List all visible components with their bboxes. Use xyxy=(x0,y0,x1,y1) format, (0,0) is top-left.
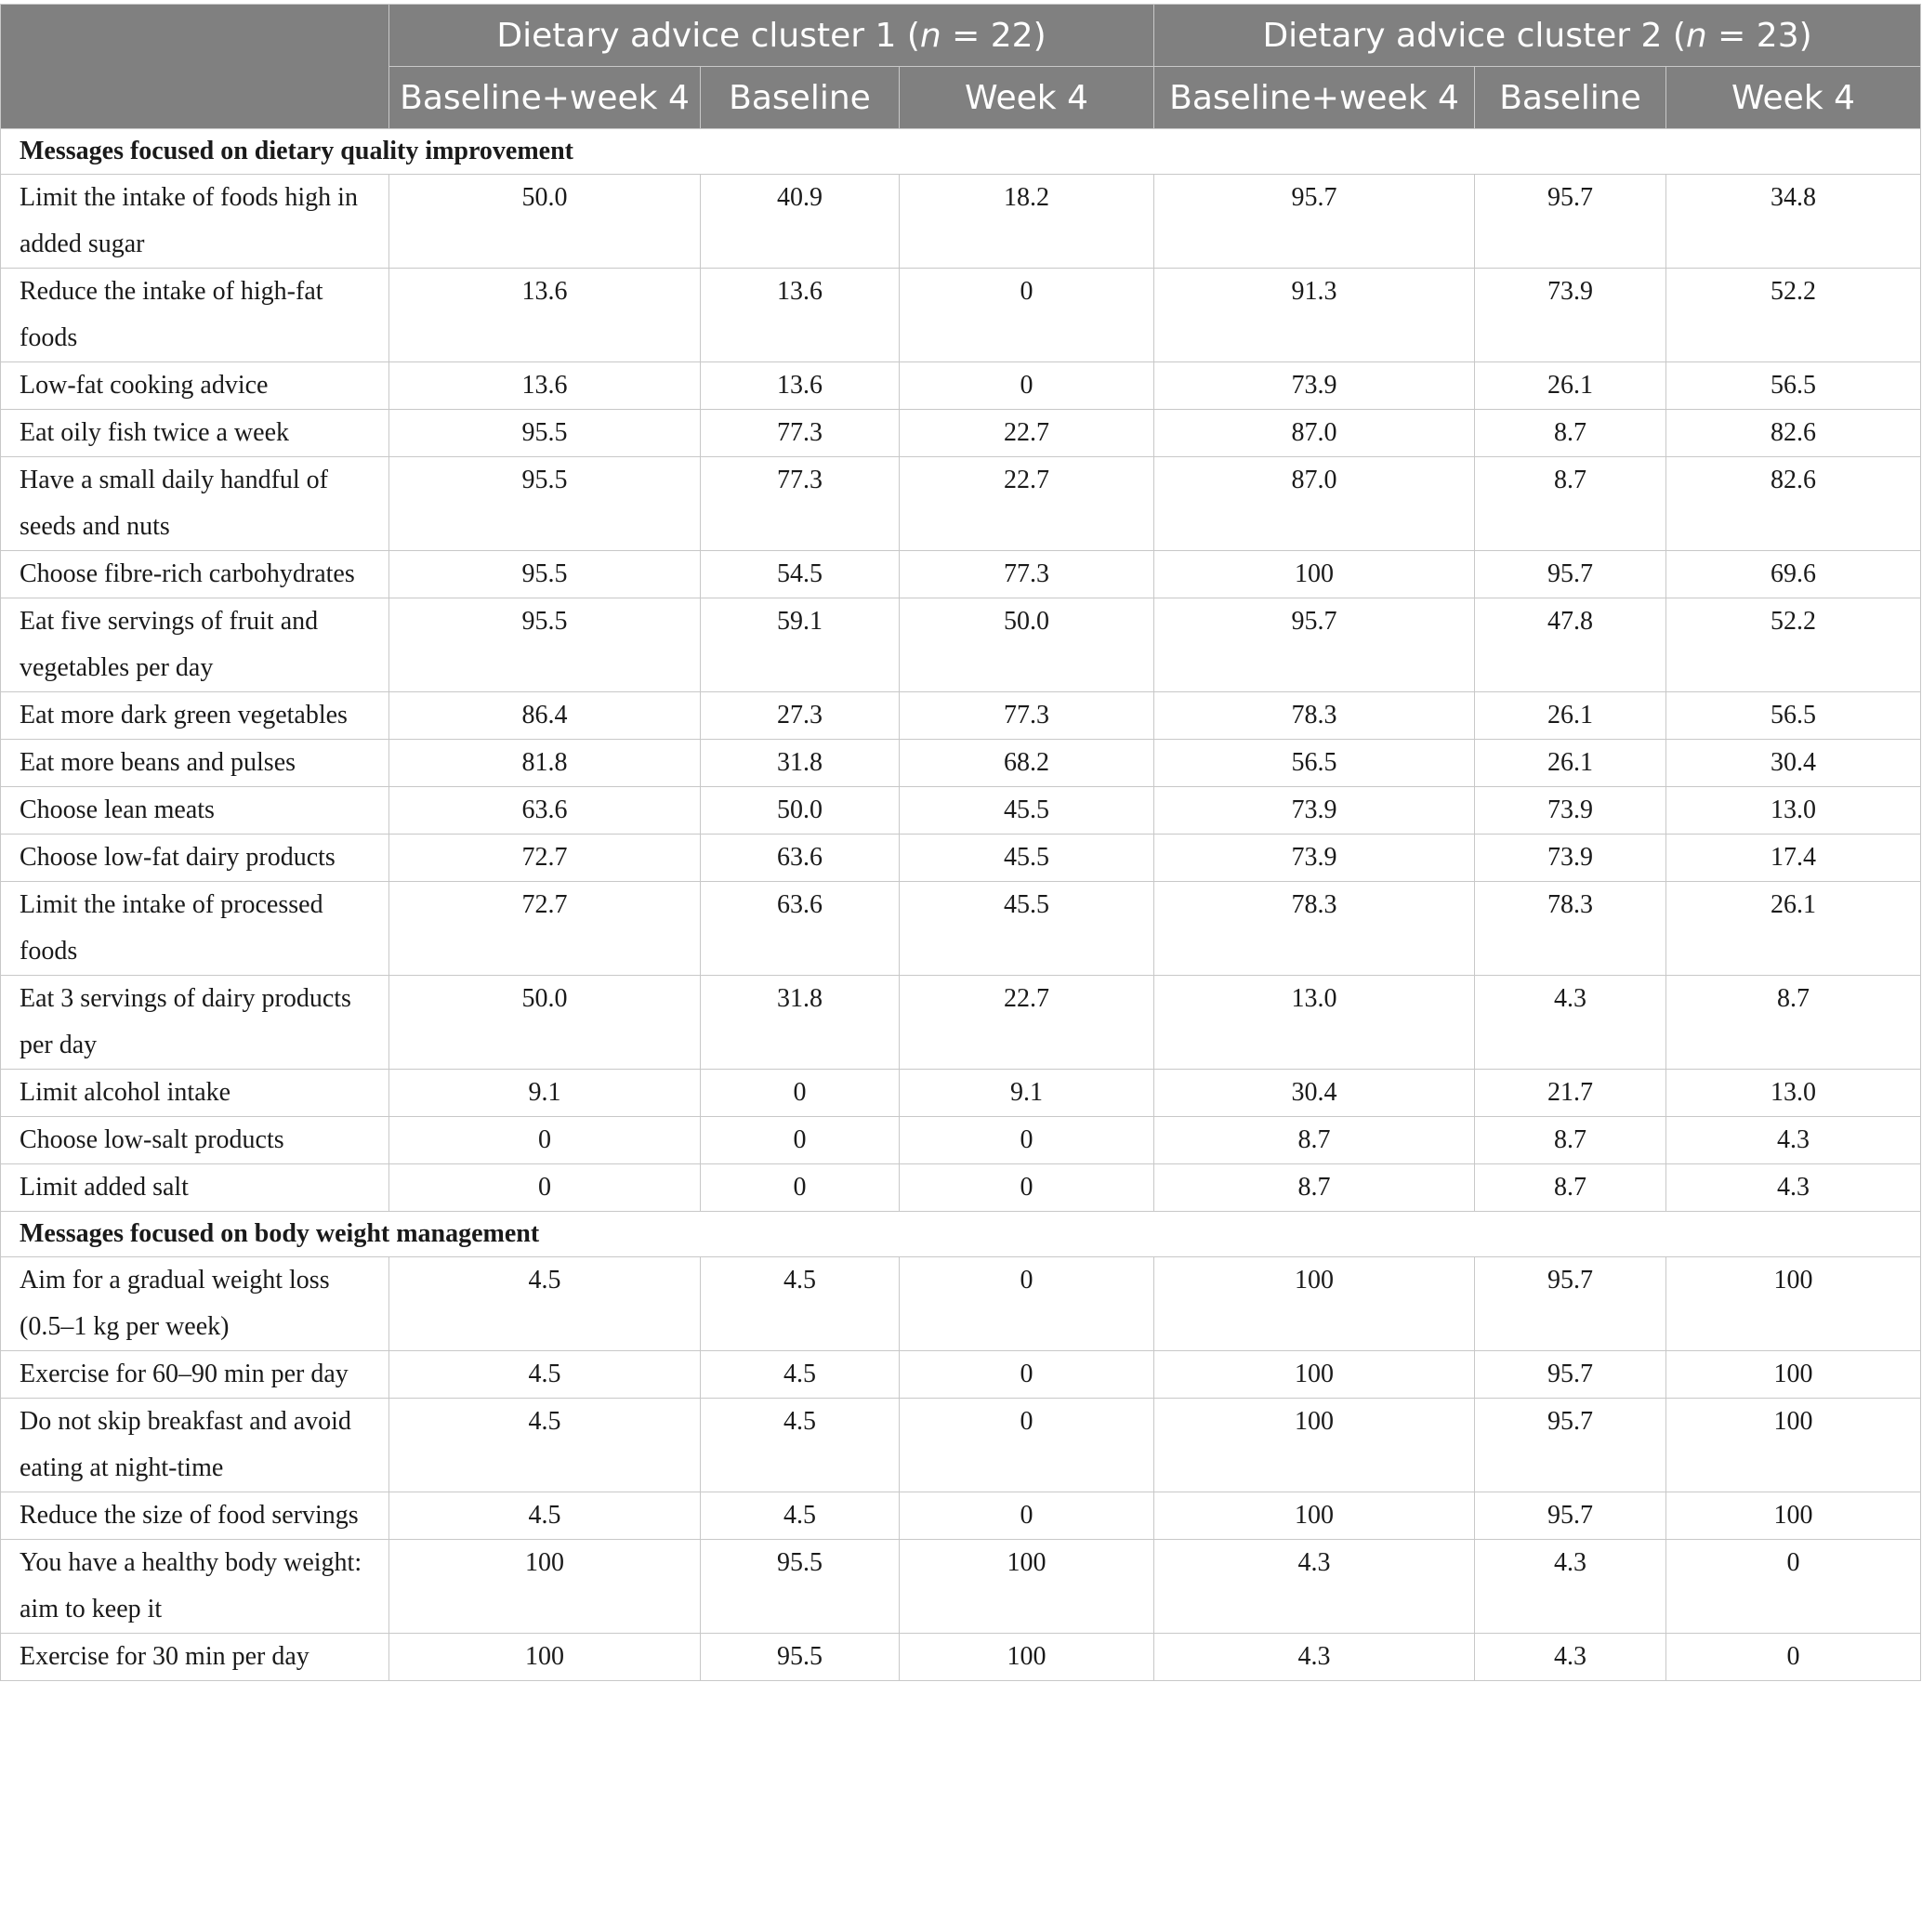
table-cell: 95.5 xyxy=(701,1634,900,1681)
table-row xyxy=(1,1257,1921,1351)
table-cell: 13.6 xyxy=(701,362,900,410)
row-label: You have a healthy body weight: aim to keep it xyxy=(1,1540,389,1634)
table-cell: 77.3 xyxy=(900,551,1154,598)
table-cell: 9.1 xyxy=(900,1070,1154,1117)
table-row xyxy=(1,835,1921,882)
table-row xyxy=(1,882,1921,976)
table-cell: 95.7 xyxy=(1475,551,1666,598)
table-cell: 4.3 xyxy=(1154,1634,1475,1681)
row-label: Do not skip breakfast and avoid eating at night-time xyxy=(1,1399,389,1492)
table-body xyxy=(1,129,1921,1681)
table-cell: 100 xyxy=(1666,1399,1921,1492)
table-cell: 21.7 xyxy=(1475,1070,1666,1117)
table-cell: 17.4 xyxy=(1666,835,1921,882)
table-cell: 100 xyxy=(389,1634,701,1681)
table-cell: 95.5 xyxy=(701,1540,900,1634)
table-cell: 4.5 xyxy=(389,1257,701,1351)
row-label: Limit alcohol intake xyxy=(1,1070,389,1117)
table-cell: 30.4 xyxy=(1154,1070,1475,1117)
table-cell: 82.6 xyxy=(1666,457,1921,551)
table-cell: 77.3 xyxy=(701,410,900,457)
table-cell: 4.3 xyxy=(1666,1117,1921,1164)
table-cell: 0 xyxy=(701,1070,900,1117)
table-cell: 0 xyxy=(900,362,1154,410)
table-cell: 13.6 xyxy=(389,362,701,410)
table-cell: 73.9 xyxy=(1154,787,1475,835)
row-label: Choose low-salt products xyxy=(1,1117,389,1164)
table-row xyxy=(1,269,1921,362)
table-cell: 26.1 xyxy=(1475,692,1666,740)
table-cell: 73.9 xyxy=(1154,362,1475,410)
table-cell: 78.3 xyxy=(1154,882,1475,976)
column-header: Baseline+week 4 xyxy=(1154,67,1475,129)
table-cell: 100 xyxy=(900,1540,1154,1634)
table-cell: 63.6 xyxy=(389,787,701,835)
table-cell: 63.6 xyxy=(701,882,900,976)
table-cell: 52.2 xyxy=(1666,598,1921,692)
table-cell: 95.7 xyxy=(1475,175,1666,269)
table-row xyxy=(1,1164,1921,1212)
table-cell: 45.5 xyxy=(900,882,1154,976)
table-cell: 95.5 xyxy=(389,457,701,551)
row-label: Choose fibre-rich carbohydrates xyxy=(1,551,389,598)
column-header: Week 4 xyxy=(1666,67,1921,129)
table-cell: 0 xyxy=(900,1164,1154,1212)
table-cell: 100 xyxy=(1154,1399,1475,1492)
table-cell: 30.4 xyxy=(1666,740,1921,787)
table-cell: 82.6 xyxy=(1666,410,1921,457)
row-label: Limit the intake of processed foods xyxy=(1,882,389,976)
table-cell: 50.0 xyxy=(900,598,1154,692)
table-cell: 78.3 xyxy=(1475,882,1666,976)
table-cell: 59.1 xyxy=(701,598,900,692)
table-cell: 26.1 xyxy=(1475,740,1666,787)
row-label: Exercise for 30 min per day xyxy=(1,1634,389,1681)
row-label: Reduce the intake of high-fat foods xyxy=(1,269,389,362)
table-cell: 4.5 xyxy=(701,1257,900,1351)
table-cell: 81.8 xyxy=(389,740,701,787)
table-cell: 68.2 xyxy=(900,740,1154,787)
group-header-cluster-1: Dietary advice cluster 1 (n = 22) xyxy=(389,5,1154,67)
table-cell: 9.1 xyxy=(389,1070,701,1117)
section-header-row xyxy=(1,1212,1921,1257)
table-cell: 8.7 xyxy=(1666,976,1921,1070)
table-cell: 73.9 xyxy=(1475,787,1666,835)
table-row xyxy=(1,1399,1921,1492)
table-cell: 13.0 xyxy=(1666,1070,1921,1117)
table-row xyxy=(1,1070,1921,1117)
results-table xyxy=(0,4,1921,1681)
table-cell: 8.7 xyxy=(1475,410,1666,457)
table-cell: 95.7 xyxy=(1475,1492,1666,1540)
table-cell: 0 xyxy=(900,1351,1154,1399)
table-cell: 52.2 xyxy=(1666,269,1921,362)
table-cell: 4.5 xyxy=(389,1492,701,1540)
table-cell: 77.3 xyxy=(900,692,1154,740)
table-cell: 73.9 xyxy=(1475,835,1666,882)
table-cell: 0 xyxy=(701,1117,900,1164)
row-label: Exercise for 60–90 min per day xyxy=(1,1351,389,1399)
table-cell: 8.7 xyxy=(1154,1117,1475,1164)
table-cell: 0 xyxy=(389,1164,701,1212)
table-cell: 4.3 xyxy=(1666,1164,1921,1212)
column-header: Baseline xyxy=(1475,67,1666,129)
table-cell: 4.5 xyxy=(701,1492,900,1540)
column-header: Week 4 xyxy=(900,67,1154,129)
table-cell: 87.0 xyxy=(1154,410,1475,457)
table-row xyxy=(1,976,1921,1070)
row-label: Aim for a gradual weight loss (0.5–1 kg per week) xyxy=(1,1257,389,1351)
group-header-cluster-2: Dietary advice cluster 2 (n = 23) xyxy=(1154,5,1921,67)
table-cell: 0 xyxy=(900,1399,1154,1492)
table-cell: 100 xyxy=(1666,1492,1921,1540)
table-cell: 100 xyxy=(1666,1257,1921,1351)
table-cell: 26.1 xyxy=(1475,362,1666,410)
row-label: Limit added salt xyxy=(1,1164,389,1212)
table-cell: 13.0 xyxy=(1154,976,1475,1070)
table-cell: 26.1 xyxy=(1666,882,1921,976)
table-cell: 91.3 xyxy=(1154,269,1475,362)
table-cell: 95.7 xyxy=(1154,175,1475,269)
header-corner xyxy=(1,5,389,129)
table-cell: 13.0 xyxy=(1666,787,1921,835)
table-cell: 54.5 xyxy=(701,551,900,598)
row-label: Eat 3 servings of dairy products per day xyxy=(1,976,389,1070)
table-row xyxy=(1,551,1921,598)
row-label: Have a small daily handful of seeds and nuts xyxy=(1,457,389,551)
column-header: Baseline xyxy=(701,67,900,129)
table-cell: 45.5 xyxy=(900,787,1154,835)
table-cell: 95.5 xyxy=(389,410,701,457)
table-cell: 100 xyxy=(900,1634,1154,1681)
row-label: Eat oily fish twice a week xyxy=(1,410,389,457)
table-row xyxy=(1,740,1921,787)
table-cell: 73.9 xyxy=(1475,269,1666,362)
table-row xyxy=(1,1351,1921,1399)
table-cell: 18.2 xyxy=(900,175,1154,269)
table-row xyxy=(1,1540,1921,1634)
row-label: Eat five servings of fruit and vegetables per day xyxy=(1,598,389,692)
table-row xyxy=(1,362,1921,410)
row-label: Eat more dark green vegetables xyxy=(1,692,389,740)
table-cell: 4.5 xyxy=(701,1399,900,1492)
table-cell: 100 xyxy=(1666,1351,1921,1399)
table-cell: 50.0 xyxy=(389,976,701,1070)
table-cell: 72.7 xyxy=(389,835,701,882)
table-cell: 22.7 xyxy=(900,457,1154,551)
table-cell: 4.3 xyxy=(1475,976,1666,1070)
table-cell: 47.8 xyxy=(1475,598,1666,692)
table-row xyxy=(1,175,1921,269)
table-cell: 0 xyxy=(1666,1634,1921,1681)
row-label: Choose low-fat dairy products xyxy=(1,835,389,882)
table-cell: 73.9 xyxy=(1154,835,1475,882)
table-cell: 8.7 xyxy=(1475,457,1666,551)
table-cell: 50.0 xyxy=(701,787,900,835)
table-cell: 13.6 xyxy=(389,269,701,362)
row-label: Limit the intake of foods high in added sugar xyxy=(1,175,389,269)
table-cell: 78.3 xyxy=(1154,692,1475,740)
table-cell: 87.0 xyxy=(1154,457,1475,551)
table-cell: 22.7 xyxy=(900,410,1154,457)
table-cell: 22.7 xyxy=(900,976,1154,1070)
table-cell: 100 xyxy=(1154,1257,1475,1351)
table-cell: 45.5 xyxy=(900,835,1154,882)
row-label: Reduce the size of food servings xyxy=(1,1492,389,1540)
table-cell: 72.7 xyxy=(389,882,701,976)
table-cell: 100 xyxy=(1154,1492,1475,1540)
table-cell: 56.5 xyxy=(1154,740,1475,787)
table-cell: 100 xyxy=(1154,551,1475,598)
table-cell: 95.7 xyxy=(1475,1399,1666,1492)
table-cell: 95.5 xyxy=(389,598,701,692)
table-cell: 86.4 xyxy=(389,692,701,740)
table-cell: 0 xyxy=(900,1117,1154,1164)
table-cell: 4.3 xyxy=(1475,1540,1666,1634)
table-cell: 63.6 xyxy=(701,835,900,882)
table-cell: 77.3 xyxy=(701,457,900,551)
table-cell: 13.6 xyxy=(701,269,900,362)
table-cell: 27.3 xyxy=(701,692,900,740)
table-row xyxy=(1,598,1921,692)
section-title: Messages focused on dietary quality improvement xyxy=(1,129,1921,175)
table-cell: 34.8 xyxy=(1666,175,1921,269)
table-cell: 0 xyxy=(900,1492,1154,1540)
table-cell: 40.9 xyxy=(701,175,900,269)
table-cell: 4.3 xyxy=(1154,1540,1475,1634)
table-cell: 31.8 xyxy=(701,740,900,787)
section-header-row xyxy=(1,129,1921,175)
table-cell: 95.7 xyxy=(1475,1351,1666,1399)
table-cell: 4.5 xyxy=(389,1351,701,1399)
table-row xyxy=(1,457,1921,551)
table-cell: 0 xyxy=(900,1257,1154,1351)
table-cell: 8.7 xyxy=(1475,1117,1666,1164)
section-title: Messages focused on body weight management xyxy=(1,1212,1921,1257)
table-row xyxy=(1,787,1921,835)
table-row xyxy=(1,692,1921,740)
table-cell: 50.0 xyxy=(389,175,701,269)
column-header: Baseline+week 4 xyxy=(389,67,701,129)
table-cell: 56.5 xyxy=(1666,362,1921,410)
row-label: Low-fat cooking advice xyxy=(1,362,389,410)
table-cell: 4.5 xyxy=(389,1399,701,1492)
table-cell: 95.7 xyxy=(1475,1257,1666,1351)
table-cell: 0 xyxy=(1666,1540,1921,1634)
table-header xyxy=(1,5,1921,129)
table-cell: 69.6 xyxy=(1666,551,1921,598)
table-cell: 95.7 xyxy=(1154,598,1475,692)
table-cell: 100 xyxy=(389,1540,701,1634)
table-cell: 8.7 xyxy=(1154,1164,1475,1212)
table-row xyxy=(1,410,1921,457)
table-cell: 8.7 xyxy=(1475,1164,1666,1212)
table-row xyxy=(1,1492,1921,1540)
table-cell: 0 xyxy=(389,1117,701,1164)
table-cell: 0 xyxy=(701,1164,900,1212)
table-cell: 31.8 xyxy=(701,976,900,1070)
row-label: Eat more beans and pulses xyxy=(1,740,389,787)
table-cell: 100 xyxy=(1154,1351,1475,1399)
table-cell: 4.3 xyxy=(1475,1634,1666,1681)
table-cell: 95.5 xyxy=(389,551,701,598)
table-cell: 4.5 xyxy=(701,1351,900,1399)
table-cell: 56.5 xyxy=(1666,692,1921,740)
table-cell: 0 xyxy=(900,269,1154,362)
table-row xyxy=(1,1634,1921,1681)
table-row xyxy=(1,1117,1921,1164)
row-label: Choose lean meats xyxy=(1,787,389,835)
